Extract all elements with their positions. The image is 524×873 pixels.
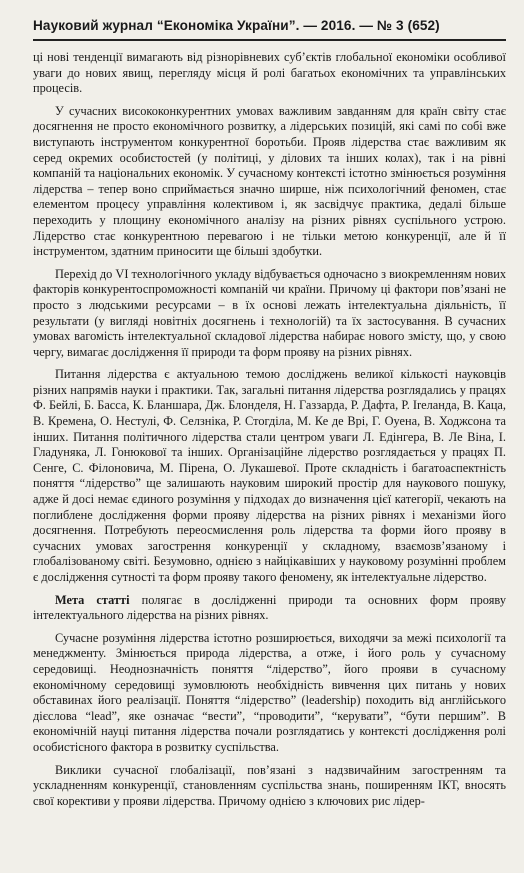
paragraph-literature-review [33, 367, 506, 585]
paragraph-article-aim [33, 593, 506, 624]
paragraph-leadership-definition [33, 631, 506, 756]
paragraph-text: Перехід до VI технологічного укладу відбувається одночасно з виокремленням нових факторів конкурентоспроможності компаній чи країни. Причому ці фактори пов’язані не просто з людськими ресурсами – в їх основі лежать інтелектуальна діяльність, її результати (у вигляді новітніх досягнень і технологій) та їх застосування. В сучасних умовах вагомість інтелектуальної складової лідерства набирає нового змісту, що, у свою чергу, вимагає дослідження її природи та форм прояву на різних рівнях. [33, 266, 506, 359]
paragraph-leadership-context [33, 104, 506, 260]
aim-lead-label: Мета статті [55, 592, 130, 607]
paragraph-text: Сучасне розуміння лідерства істотно розширюється, виходячи за межі психології та менеджменту. Змінюється природа лідерства, а отже, і його роль у сучасному середовищі. Неоднозначність поняття “лідерство”, його прояви в сучасному економічному середовищі зумовлюють необхідність вивчення цих питань у нових обставинах його реалізації. Поняття “лідерство” (leadership) походить від англійського дієслова “lead”, яке означає “вести”, “проводити”, “керувати”, “бути першим”. В економічній науці питання лідерства почали розглядатись у контексті дослідження ролі особистісного фактора в розвитку суспільства. [33, 630, 506, 754]
paragraph-globalization [33, 763, 506, 810]
paragraph-technological-shift [33, 267, 506, 361]
running-header: Науковий журнал “Економіка України”. — 2016. — № 3 (652) [33, 18, 506, 41]
paragraph-text: Питання лідерства є актуальною темою досліджень великої кількості науковців різних напрямів науки і практики. Так, загальні питання лідерства розглядались у працях Ф. Бейлі, Б. Басса, К. Бланшара, Дж. Блонделя, Н. Газзарда, Р. Дафта, Р. Ireланда, В. Каца, В. Кремена, О. Нестулі, Ф. Селзніка, Р. Стогділа, М. Ке де Врі, Г. Оуена, В. Ходжсона та інших. Питання політичного лідерства стали центром уваги Л. Едінгера, В. Ле Віна, І. Гладуняка, Л. Гонюкової та інших. Організаційне лідерство розглядається у працях П. Сенге, С. Філоновича, М. Пірена, О. Лукашевої. Проте складність і багатоаспектність поняття “лідерство” ще залишають науковим широкий простір для наукового пошуку, адже й досі немає єдиного розуміння у підходах до визначення цієї категорії, чекають на поглиблене дослідження форми прояву лідерства на різних рівнях і механізми його досягнення. Потребують переосмислення роль лідерства та форми його прояву в сучасних умовах загострення конкуренції у складному, взаємозв’язаному і глобалізованому світі. Безумовно, однією з найцікавіших у науковому розумінні проблем є дослідження сутності та форм прояву такого феномену, як інтелектуальне лідерство. [33, 367, 506, 584]
paragraph-text: Виклики сучасної глобалізації, пов’язані з надзвичайним загостренням та ускладненням конкуренції, становленням суспільства знань, поширенням ІКТ, вносять свої корективи у прояви лідерства. Причому однією з ключових рис лідер- [33, 762, 506, 808]
paragraph-text: У сучасних висококонкурентних умовах важливим завданням для країн світу стає досягнення не просто економічного розвитку, а лідерських позицій, які самі по собі вже виступають інструментом конкурентної боротьби. Прояв лідерства стає важливим як серед окремих особистостей (у політиці, у ділових та інших колах), так і на рівні компаній та національних економік. У сучасному контексті істотно змінюється розуміння лідерства – тепер воно сприймається значно ширше, ніж психологічний феномен, стає елементом процесу управління колективом і, як засвідчує практика, дедалі більше переходить у площину економічного аналізу на різних рівнях суспільного устрою. Лідерство стає конкурентною перевагою і не тільки метою конкуренції, але й її інструментом, здатним приносити ще більші здобутки. [33, 103, 506, 259]
article-body [33, 50, 506, 809]
paragraph-continuation [33, 50, 506, 97]
paragraph-text: ці нові тенденції вимагають від різнорівневих суб’єктів глобальної економіки особливої уваги до нових явищ, перегляду місця й ролі багатьох економічних та управлінських процесів. [33, 50, 506, 96]
paragraph-text: полягає в дослідженні природи та основних форм прояву інтелектуального лідерства на різних рівнях. [33, 592, 506, 623]
